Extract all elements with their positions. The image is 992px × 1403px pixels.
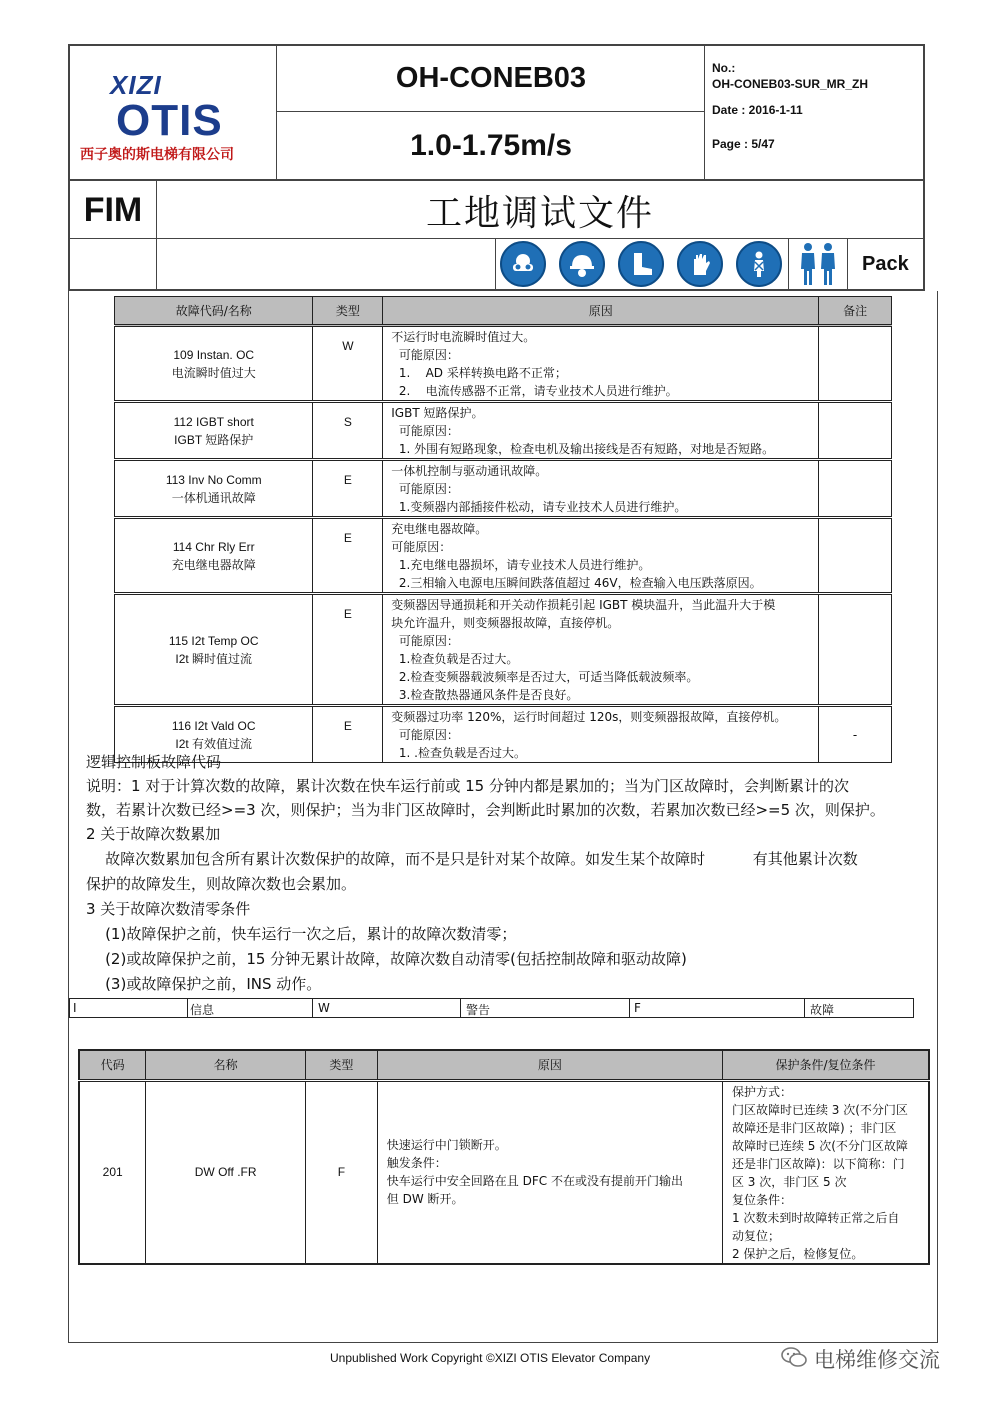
- company-logo: [70, 46, 277, 179]
- condition-line: 1 次数未到时故障转正常之后自: [731, 1210, 900, 1225]
- logic-fault-table: [78, 1049, 930, 1265]
- cause-line: IGBT 短路保护。: [391, 406, 484, 420]
- cause-line: 一体机控制与驱动通讯故障。: [391, 464, 548, 478]
- col-header-type: 类型: [305, 1050, 377, 1080]
- cause-line: 3.检查散热器通风条件是否良好。: [391, 688, 579, 702]
- fault-name: DW Off .FR: [146, 1080, 306, 1264]
- text-line: 3 关于故障次数清零条件: [86, 900, 251, 918]
- cause-line: 快车运行中安全回路在且 DFC 不在或没有提前开门输出: [386, 1174, 683, 1188]
- condition-line: 还是非门区故障)：以下简称：门: [731, 1156, 905, 1171]
- pack-label: Pack: [862, 253, 909, 275]
- fault-code: 115 I2t Temp OC: [168, 633, 259, 648]
- table-row: [115, 518, 892, 594]
- col-header-type: 类型: [313, 297, 383, 326]
- table-row: [115, 326, 892, 402]
- fault-code-name: [115, 460, 313, 518]
- text-line: 2 关于故障次数累加: [86, 825, 221, 843]
- text-line: (1)故障保护之前，快车运行一次之后，累计的故障次数清零；: [86, 925, 517, 943]
- fault-name: 充电继电器故障: [171, 557, 256, 572]
- cause-line: 变频器过功率 120%，运行时间超过 120s，则变频器报故障，直接停机。: [391, 710, 787, 724]
- condition-line: 复位条件：: [731, 1192, 792, 1207]
- doc-no-label: No.:: [712, 61, 736, 75]
- fault-note: [819, 402, 892, 460]
- doc-title: 工地调试文件: [425, 192, 654, 234]
- fault-code: 114 Chr Rly Err: [172, 539, 255, 554]
- fault-note: -: [819, 706, 892, 763]
- legend-code: I: [73, 1001, 77, 1015]
- fault-cause: [383, 402, 819, 460]
- fault-type: E: [313, 706, 383, 763]
- condition-line: 区 3 次，非门区 5 次: [731, 1174, 847, 1189]
- logo-otis: OTIS: [116, 96, 223, 145]
- col-header-name: 名称: [146, 1050, 306, 1080]
- legend-divider: [460, 999, 461, 1017]
- goggles-icon: [500, 241, 546, 287]
- fault-cause: [383, 518, 819, 594]
- cause-line: 但 DW 断开。: [386, 1192, 464, 1206]
- document-header: [68, 44, 925, 291]
- condition-line: 动复位；: [731, 1228, 780, 1243]
- harness-icon: [736, 241, 782, 287]
- legend-code: F: [634, 1001, 641, 1015]
- legend-label: 故障: [810, 1003, 835, 1017]
- cause-line: 变频器因导通损耗和开关动作损耗引起 IGBT 模块温升，当此温升大于模: [391, 598, 776, 612]
- legend-label: 警告: [466, 1003, 491, 1017]
- fault-note: [819, 594, 892, 706]
- helmet-icon: [559, 241, 605, 287]
- fault-code-name: [115, 594, 313, 706]
- condition-line: 门区故障时已连续 3 次(不分门区: [731, 1102, 908, 1117]
- cause-line: 1.检查负载是否过大。: [391, 652, 519, 666]
- fim-label: FIM: [70, 181, 157, 239]
- col-header-note: 备注: [819, 297, 892, 326]
- doc-meta: [712, 60, 868, 152]
- legend-label: 信息: [190, 1003, 215, 1017]
- fault-cause: [383, 460, 819, 518]
- fault-condition: [722, 1080, 929, 1264]
- legend-divider: [187, 999, 188, 1017]
- fault-code: 201: [79, 1080, 146, 1264]
- table-row: [79, 1080, 929, 1264]
- fault-code: 112 IGBT short: [173, 414, 254, 429]
- condition-line: 故障还是非门区故障) ；非门区: [731, 1120, 897, 1135]
- fault-code-name: [115, 518, 313, 594]
- text-line: 保护的故障发生，则故障次数也会累加。: [86, 875, 357, 893]
- fault-type: E: [313, 518, 383, 594]
- type-legend: [69, 998, 914, 1018]
- table-row: [115, 594, 892, 706]
- gloves-icon: [677, 241, 723, 287]
- table-header-row: [115, 297, 892, 326]
- ppe-divider: [788, 239, 789, 289]
- legend-divider: [629, 999, 630, 1017]
- legend-code: W: [318, 1001, 330, 1015]
- fault-cause: [383, 594, 819, 706]
- cause-line: 1. AD 采样转换电路不正常；: [391, 366, 567, 380]
- cause-line: 可能原因：: [391, 424, 459, 438]
- doc-code: OH-CONEB03: [277, 46, 705, 112]
- cause-line: 2.三相输入电源电压瞬间跌落值超过 46V，检查输入电压跌落原因。: [391, 576, 762, 590]
- table-row: [115, 460, 892, 518]
- fault-code: 116 I2t Vald OC: [171, 718, 256, 733]
- fault-code: 113 Inv No Comm: [165, 472, 262, 487]
- cause-line: 触发条件：: [386, 1156, 447, 1170]
- fault-code-name: [115, 402, 313, 460]
- fault-note: [819, 460, 892, 518]
- fault-type: S: [313, 402, 383, 460]
- watermark-text: 电梯维修交流: [814, 1348, 940, 1372]
- cause-line: 不运行时电流瞬时值过大。: [391, 330, 536, 344]
- table-row: [115, 402, 892, 460]
- fault-name: I2t 有效值过流: [175, 736, 253, 751]
- copyright-footer: Unpublished Work Copyright ©XIZI OTIS Elevator Company: [330, 1351, 651, 1365]
- cause-line: 快速运行中门锁断开。: [386, 1138, 507, 1152]
- fault-name: 电流瞬时值过大: [171, 365, 256, 380]
- fault-type: F: [305, 1080, 377, 1264]
- cause-line: 2. 电流传感器不正常，请专业技术人员进行维护。: [391, 384, 678, 398]
- fault-cause: [383, 326, 819, 402]
- fault-note: [819, 518, 892, 594]
- text-line: (2)或故障保护之前，15 分钟无累计故障，故障次数自动清零(包括控制故障和驱动故障): [86, 950, 687, 968]
- wechat-icon: [780, 1346, 808, 1373]
- speed-range: 1.0-1.75m/s: [410, 128, 572, 162]
- logic-fault-heading: 逻辑控制板故障代码: [86, 753, 222, 771]
- fault-code: 109 Instan. OC: [173, 347, 255, 362]
- col-header-cause: 原因: [377, 1050, 722, 1080]
- doc-no-value: OH-CONEB03-SUR_MR_ZH: [712, 77, 869, 91]
- fault-type: E: [313, 594, 383, 706]
- cause-line: 充电继电器故障。: [391, 522, 488, 536]
- text-line: 故障次数累加包含所有累计次数保护的故障，而不是只是针对某个故障。如发生某个故障时 有其他累计次数: [86, 850, 858, 868]
- fault-code-name: [115, 326, 313, 402]
- col-header-code: 故障代码/名称: [115, 297, 313, 326]
- cause-line: 可能原因：: [391, 728, 459, 742]
- cause-line: 可能原因：: [391, 634, 459, 648]
- legend-divider: [312, 999, 313, 1017]
- logo-xizi: XIZI: [110, 70, 162, 100]
- doc-date: Date : 2016-1-11: [712, 103, 803, 117]
- fault-name: IGBT 短路保护: [174, 432, 254, 447]
- cause-line: 1.充电继电器损坏，请专业技术人员进行维护。: [391, 558, 651, 572]
- doc-page: Page : 5/47: [712, 137, 775, 151]
- ppe-row: [70, 239, 923, 289]
- ppe-divider: [495, 239, 496, 289]
- ppe-divider: [847, 239, 848, 289]
- cause-line: 1.变频器内部插接件松动，请专业技术人员进行维护。: [391, 500, 687, 514]
- people-icon: [794, 241, 842, 287]
- cause-line: 1. 外围有短路现象，检查电机及输出接线是否有短路，对地是否短路。: [391, 442, 775, 456]
- col-header-cause: 原因: [383, 297, 819, 326]
- cause-line: 1. .检查负载是否过大。: [391, 746, 526, 760]
- text-line: 数，若累计次数已经>=3 次，则保护；当为非门区故障时，会判断此时累加的次数，若累加次数已经>=5 次，则保护。: [86, 801, 885, 819]
- condition-line: 保护方式：: [731, 1084, 792, 1099]
- title-row: [70, 179, 923, 239]
- table-header-row: [79, 1050, 929, 1080]
- boots-icon: [618, 241, 664, 287]
- ppe-blank-cell: [70, 239, 157, 289]
- condition-line: 故障时已连续 5 次(不分门区故障: [731, 1138, 908, 1153]
- watermark: [780, 1344, 940, 1374]
- cause-line: 可能原因：: [391, 348, 459, 362]
- logo-company-name: 西子奥的斯电梯有限公司: [80, 147, 234, 163]
- text-line: (3)或故障保护之前，INS 动作。: [86, 975, 322, 993]
- cause-line: 可能原因：: [391, 540, 452, 554]
- condition-line: 2 保护之后，检修复位。: [731, 1246, 864, 1261]
- text-line: 说明：1 对于计算次数的故障，累计次数在快车运行前或 15 分钟内都是累加的；当为门区故障时，会判断累计的次: [86, 777, 849, 795]
- fault-type: W: [313, 326, 383, 402]
- fault-type: E: [313, 460, 383, 518]
- legend-divider: [804, 999, 805, 1017]
- drive-fault-table: [114, 296, 892, 763]
- col-header-code: 代码: [79, 1050, 146, 1080]
- col-header-condition: 保护条件/复位条件: [722, 1050, 929, 1080]
- fault-name: I2t 瞬时值过流: [175, 651, 253, 666]
- cause-line: 可能原因：: [391, 482, 459, 496]
- header-center: [277, 46, 705, 179]
- cause-line: 2.检查变频器载波频率是否过大，可适当降低载波频率。: [391, 670, 699, 684]
- fault-name: 一体机通讯故障: [171, 490, 256, 505]
- fault-note: [819, 326, 892, 402]
- cause-line: 块允许温升，则变频器报故障，直接停机。: [391, 616, 620, 630]
- fault-cause: [377, 1080, 722, 1264]
